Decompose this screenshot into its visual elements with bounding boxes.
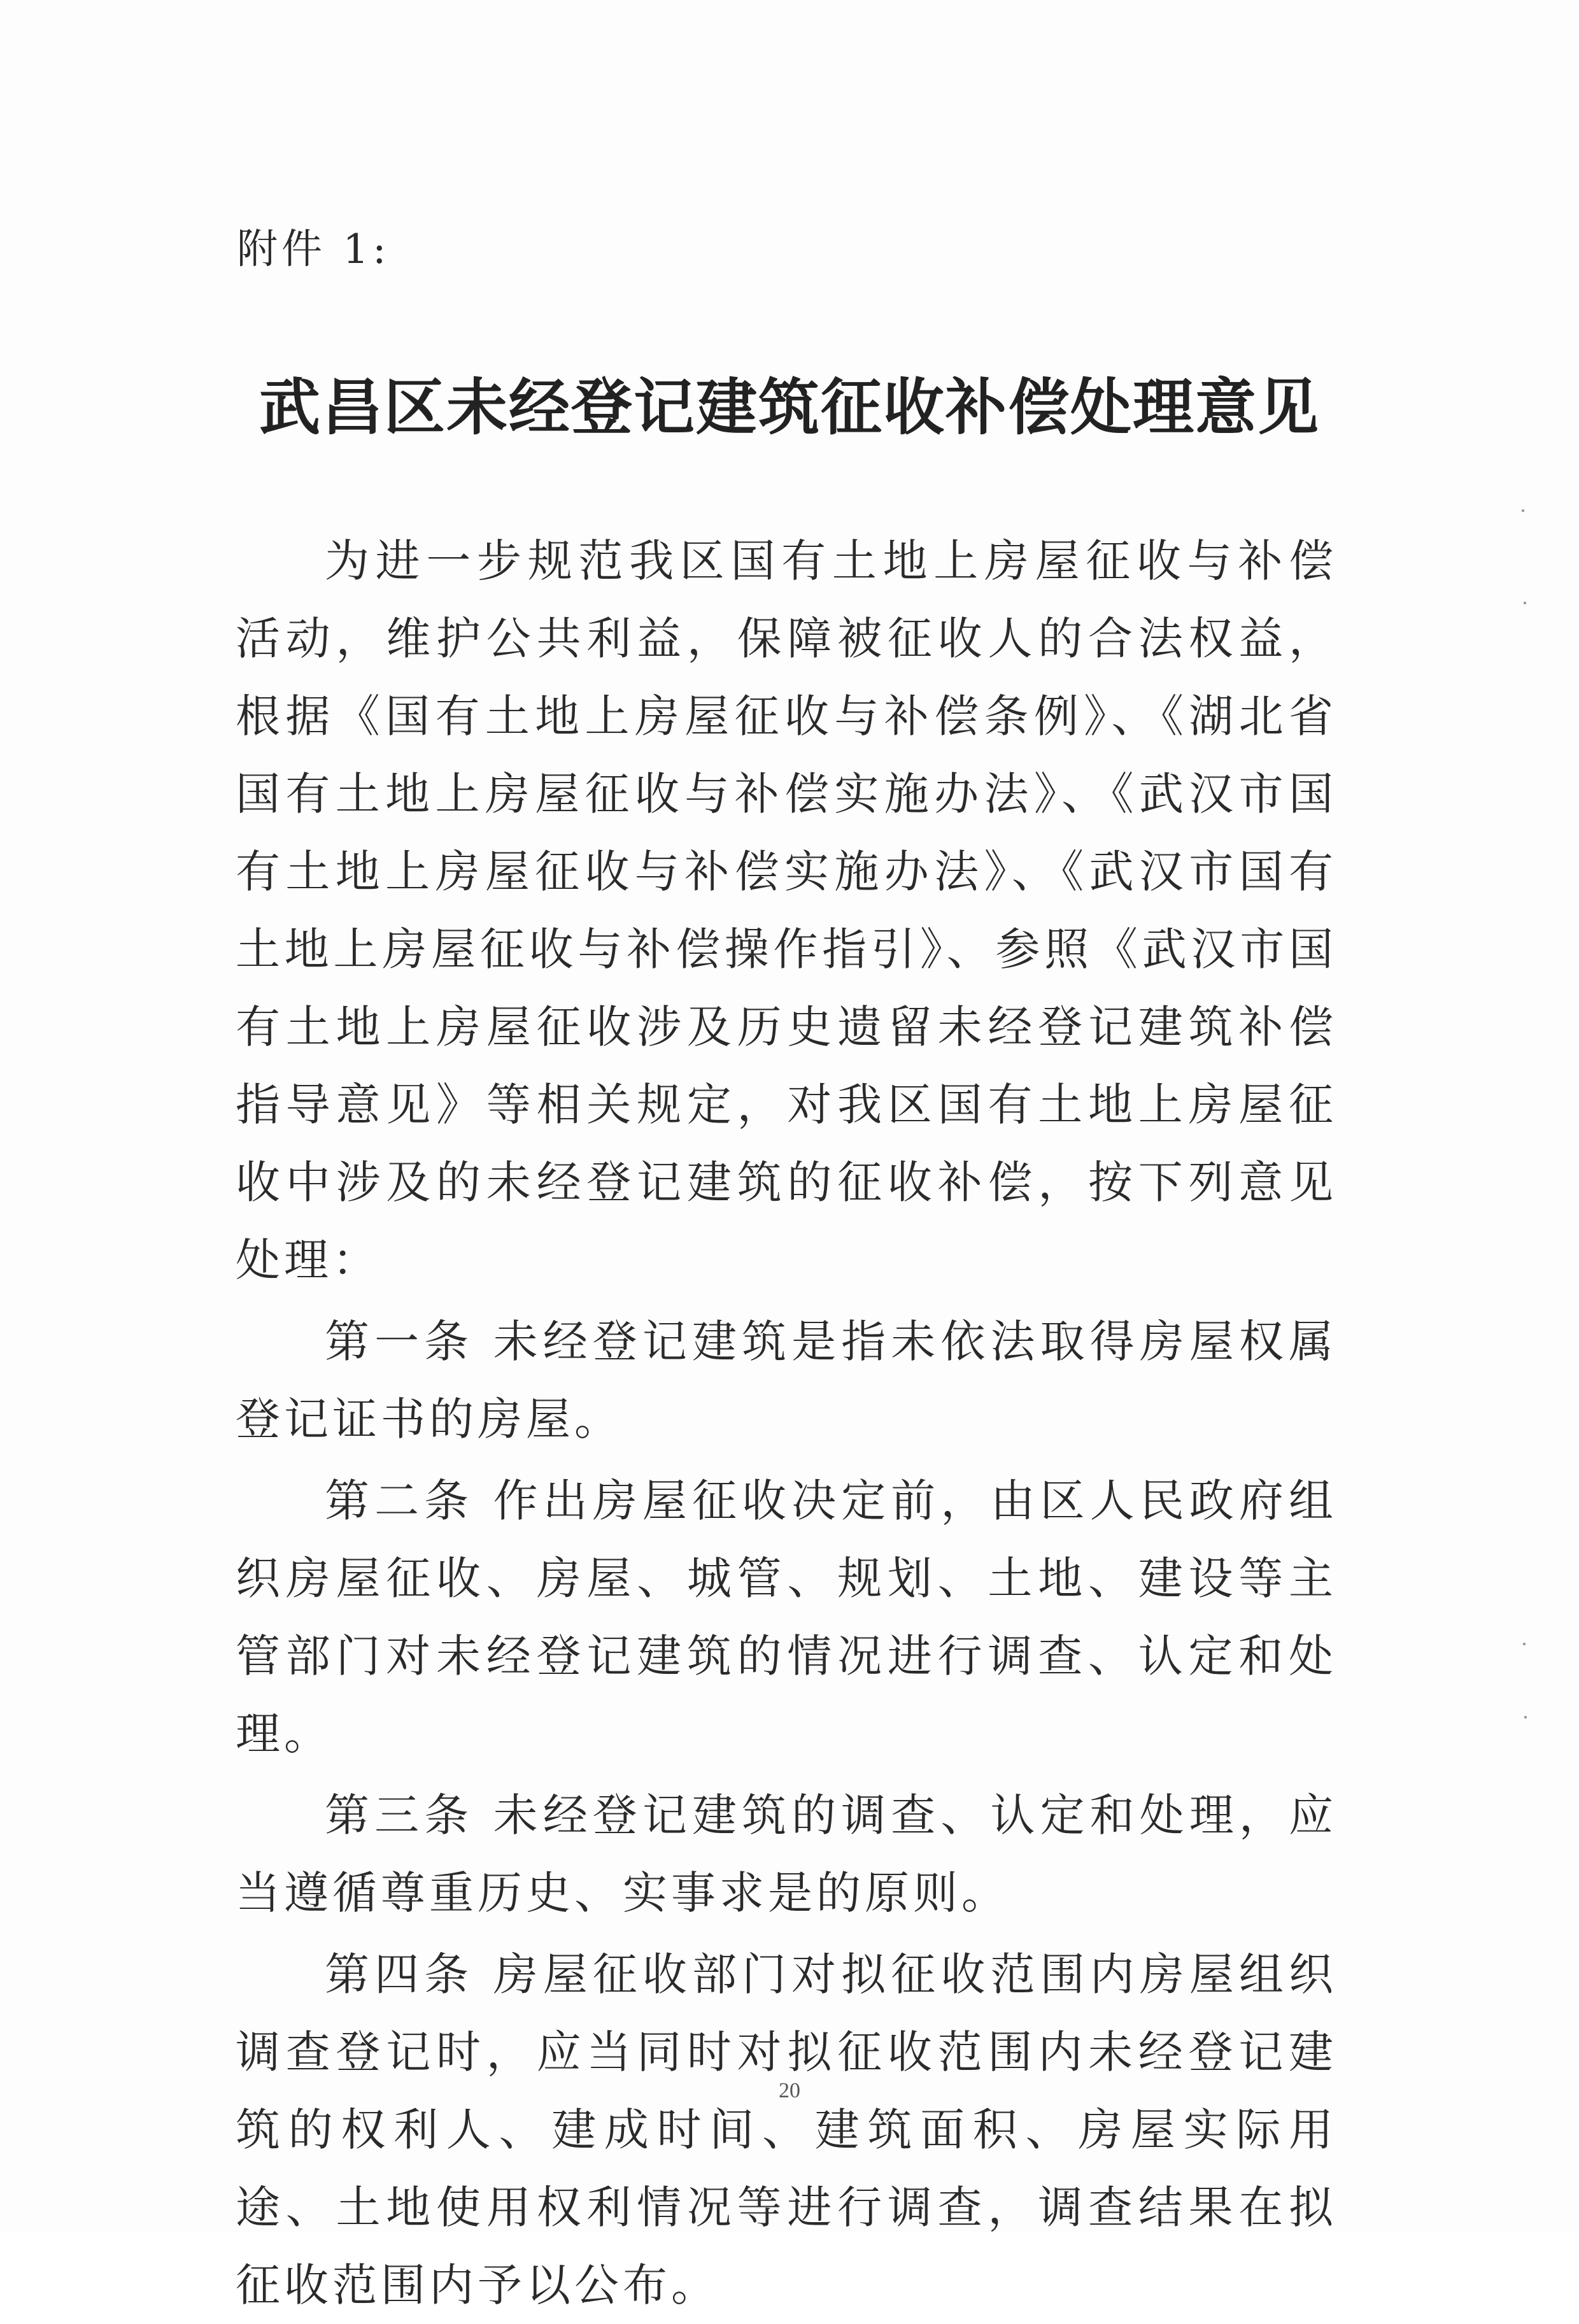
document-title: 武昌区未经登记建筑征收补偿处理意见 <box>259 372 1320 443</box>
scan-speck <box>1524 602 1526 604</box>
attachment-label: 附件 1: <box>237 226 390 273</box>
paragraph-article-1: 第一条 未经登记建筑是指未依法取得房屋权属登记证书的房屋。 <box>236 1315 1337 1445</box>
document-body <box>236 522 1337 2324</box>
scan-speck <box>1523 1643 1526 1645</box>
paragraph-article-3: 第三条 未经登记建筑的调查、认定和处理，应当遵循尊重历史、实事求是的原则。 <box>236 1789 1337 1919</box>
paragraph-intro: 为进一步规范我区国有土地上房屋征收与补偿活动，维护公共利益，保障被征收人的合法权益，根据《国有土地上房屋征收与补偿条例》、《湖北省国有土地上房屋征收与补偿实施办法》、《武汉市国有土地上房屋征收与补偿实施办法》、《武汉市国有土地上房屋征收与补偿操作指引》、参照《武汉市国有土地上房屋征收涉及历史遗留未经登记建筑补偿指导意见》等相关规定，对我区国有土地上房屋征收中涉及的未经登记建筑的征收补偿，按下列意见处理： <box>236 535 1337 1286</box>
scan-speck <box>1524 1716 1527 1718</box>
paragraph-article-2: 第二条 作出房屋征收决定前，由区人民政府组织房屋征收、房屋、城管、规划、土地、建设等主管部门对未经登记建筑的情况进行调查、认定和处理。 <box>236 1475 1337 1760</box>
scan-speck <box>1522 509 1524 512</box>
paragraph-article-4: 第四条 房屋征收部门对拟征收范围内房屋组织调查登记时，应当同时对拟征收范围内未经登记建筑的权利人、建成时间、建筑面积、房屋实际用途、土地使用权利情况等进行调查，调查结果在拟征收范围内予以公布。 <box>236 1948 1337 2311</box>
page-number: 20 <box>779 2079 800 2102</box>
